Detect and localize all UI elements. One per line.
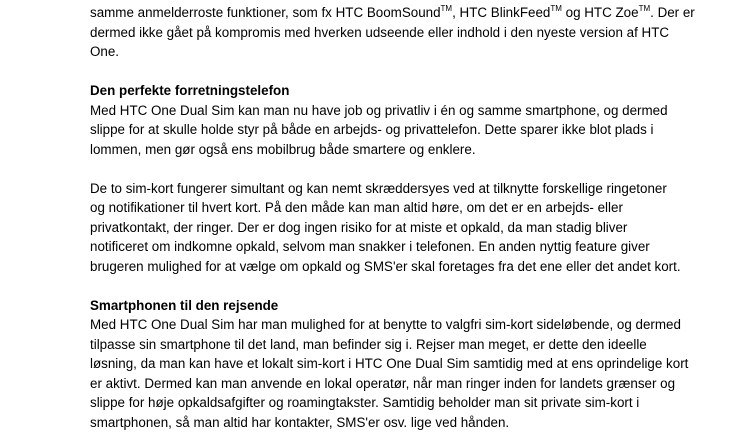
paragraph-line: Med HTC One Dual Sim kan man nu have job og privatliv i én og samme smartphone, og dermed [90, 101, 665, 121]
trademark-sup: TM [441, 4, 453, 13]
paragraph-line: notificeret om indkomne opkald, selvom man snakker i telefonen. En anden nyttig feature giver [90, 237, 665, 257]
section-heading-travel: Smartphonen til den rejsende [90, 296, 665, 316]
paragraph-line: Med HTC One Dual Sim har man mulighed for at benytte to valgfri sim-kort sideløbende, og dermed [90, 315, 665, 335]
trademark-sup: TM [550, 4, 562, 13]
paragraph-line: lommen, men gør også ens mobilbrug både smartere og enklere. [90, 140, 665, 160]
paragraph-line: tilpasse sin smartphone til det land, man befinder sig i. Rejser man meget, er dette den ideelle [90, 335, 665, 355]
document-body [90, 0, 665, 432]
paragraph-gap [90, 159, 665, 179]
intro-line-1 [90, 3, 665, 23]
paragraph-line: privatkontakt, der ringer. Der er dog ingen risiko for at miste et opkald, da man stadig bliver [90, 218, 665, 238]
paragraph-line: smartphonen, så man altid har kontakter, SMS'er osv. lige ved hånden. [90, 413, 665, 432]
paragraph-gap [90, 62, 665, 82]
paragraph-line: slippe for at skulle holde styr på både en arbejds- og privattelefon. Dette sparer ikke blot plads i [90, 120, 665, 140]
paragraph-line: slippe for høje opkaldsafgifter og roamingtakster. Samtidig beholder man sit private sim-kort i [90, 393, 665, 413]
paragraph-gap [90, 276, 665, 296]
intro-line-2: dermed ikke gået på kompromis med hverken udseende eller indhold i den nyeste version af HTC [90, 23, 665, 43]
intro-line-3: One. [90, 42, 665, 62]
paragraph-line: brugeren mulighed for at vælge om opkald og SMS'er skal foretages fra det ene eller det andet kort. [90, 257, 665, 277]
paragraph-line: og notifikationer til hvert kort. På den måde kan man altid høre, om det er en arbejds- eller [90, 198, 665, 218]
text-run: og HTC Zoe [562, 5, 639, 20]
paragraph-line: er aktivt. Dermed kan man anvende en lokal operatør, når man ringer inden for landets grænser og [90, 374, 665, 394]
paragraph-line: De to sim-kort fungerer simultant og kan nemt skræddersyes ved at tilknytte forskellige ringetoner [90, 179, 665, 199]
paragraph-line: løsning, da man kan have et lokalt sim-kort i HTC One Dual Sim samtidig med at ens oprindelige kort [90, 354, 665, 374]
text-run: . Der er [650, 5, 695, 20]
text-run: , HTC BlinkFeed [452, 5, 550, 20]
text-run: samme anmelderroste funktioner, som fx HTC BoomSound [90, 5, 441, 20]
trademark-sup: TM [639, 4, 651, 13]
section-heading-business: Den perfekte forretningstelefon [90, 81, 665, 101]
